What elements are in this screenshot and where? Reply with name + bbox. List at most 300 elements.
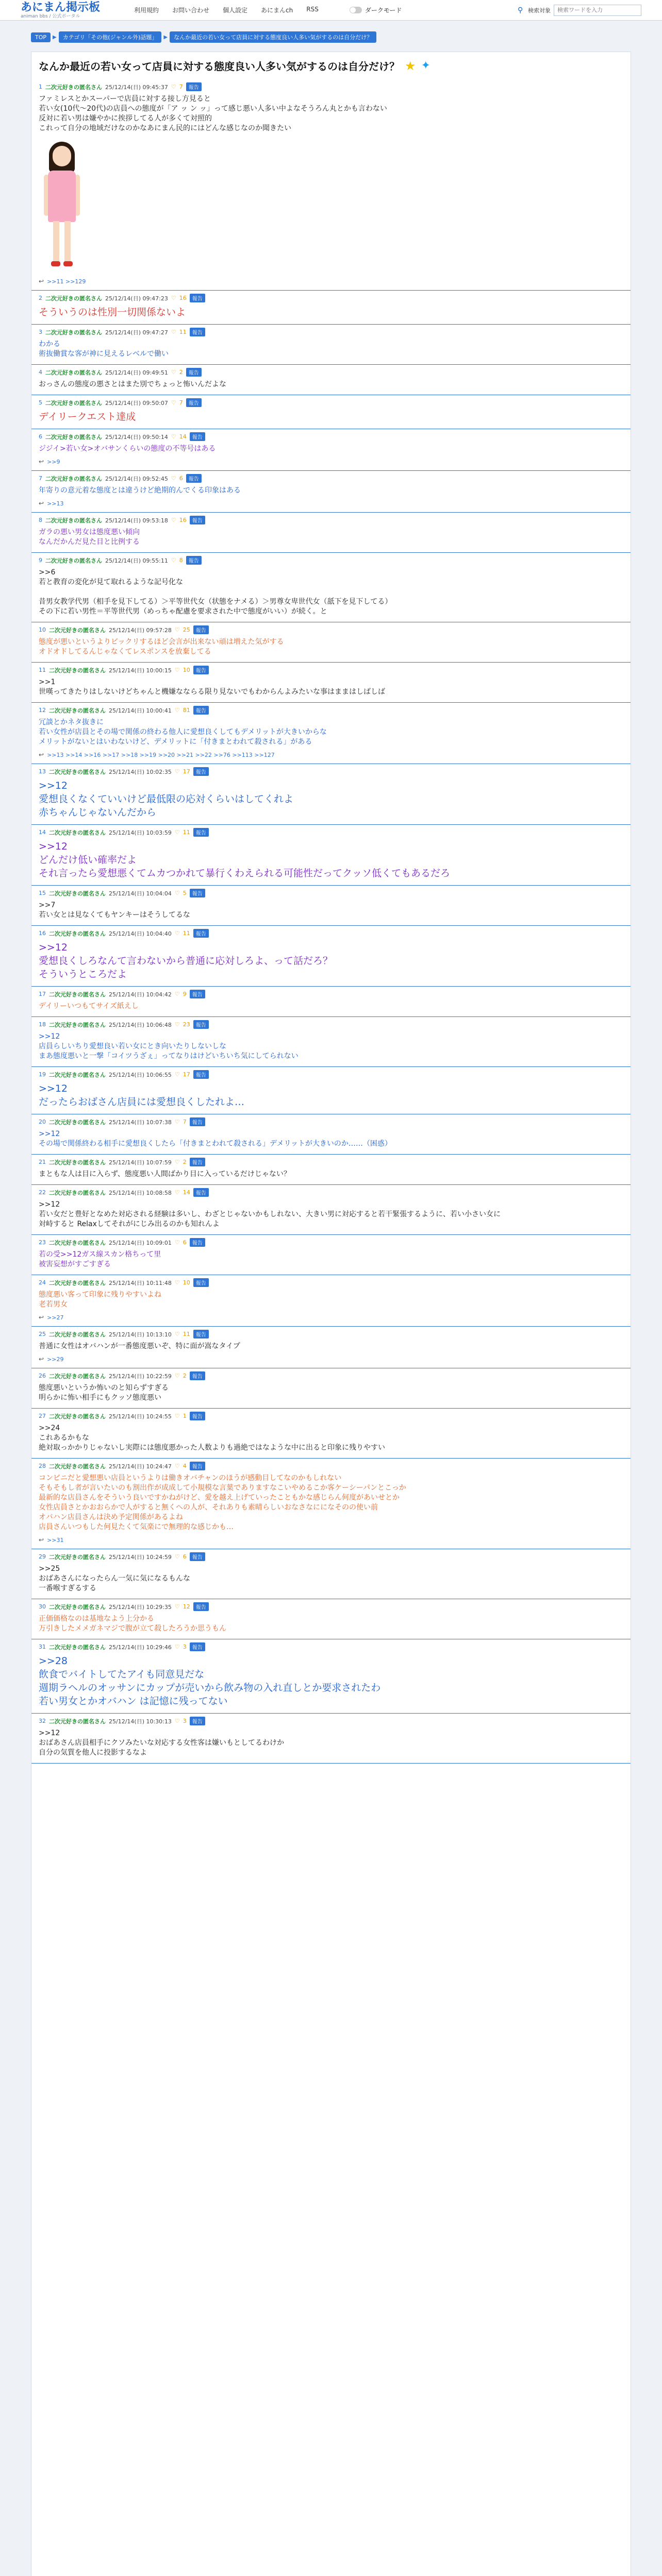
report-button[interactable]: 報告 xyxy=(190,432,205,441)
post-number[interactable]: 20 xyxy=(39,1118,46,1125)
post-line[interactable]: >>28 xyxy=(39,1655,68,1667)
post-date: 25/12/14(日) 10:02:35 xyxy=(109,768,172,775)
reply-links xyxy=(39,1536,623,1544)
report-button[interactable]: 報告 xyxy=(186,474,202,483)
post-item xyxy=(31,1067,631,1114)
post-date: 25/12/14(日) 10:00:41 xyxy=(109,707,172,714)
like-icon[interactable]: ♡ xyxy=(174,890,180,896)
post-author: 二次元好きの匿名さん xyxy=(49,1463,106,1470)
post-date: 25/12/14(日) 10:09:01 xyxy=(109,1239,172,1246)
post-header xyxy=(39,1158,623,1166)
like-count: 6 xyxy=(183,1553,187,1560)
post-item xyxy=(31,622,631,663)
post-date: 25/12/14(日) 09:52:45 xyxy=(105,475,168,482)
post-number[interactable]: 17 xyxy=(39,991,46,997)
post-header xyxy=(39,556,623,565)
post-date: 25/12/14(日) 09:47:23 xyxy=(105,295,168,302)
nav-settings[interactable]: 個人設定 xyxy=(223,7,248,14)
site-logo[interactable] xyxy=(21,2,119,19)
report-button[interactable]: 報告 xyxy=(193,1278,209,1287)
report-button[interactable]: 報告 xyxy=(190,516,205,524)
post-line: おばあさんになったらん一気に気になるもんな xyxy=(39,1574,190,1583)
post-author: 二次元好きの匿名さん xyxy=(49,1159,106,1166)
post-number[interactable]: 27 xyxy=(39,1413,46,1419)
like-count: 81 xyxy=(183,707,190,714)
report-button[interactable]: 報告 xyxy=(190,328,205,336)
post-body xyxy=(39,840,623,880)
post-line: その場で関係終わる相手に愛想良くしたら「付きまとわれて殺される」デメリットが大きいのか……（困惑） xyxy=(39,1140,392,1148)
post-line: 被害妄想がすごすぎる xyxy=(39,1260,111,1268)
report-button[interactable]: 報告 xyxy=(193,625,209,634)
report-button[interactable]: 報告 xyxy=(186,556,202,565)
post-body xyxy=(39,1082,623,1109)
post-date: 25/12/14(日) 10:29:46 xyxy=(109,1643,172,1651)
post-header xyxy=(39,1238,623,1247)
like-icon[interactable]: ♡ xyxy=(174,667,180,673)
post-number[interactable]: 15 xyxy=(39,890,46,896)
report-button[interactable]: 報告 xyxy=(193,828,209,837)
report-button[interactable]: 報告 xyxy=(193,666,209,674)
report-button[interactable]: 報告 xyxy=(190,1117,205,1126)
post-line: 明らかに怖い相手にもクッソ態度悪い xyxy=(39,1394,161,1402)
like-icon[interactable]: ♡ xyxy=(174,1021,180,1028)
like-icon[interactable]: ♡ xyxy=(171,517,176,523)
thread-title-row xyxy=(31,52,631,79)
post-author: 二次元好きの匿名さん xyxy=(49,1718,106,1725)
like-count: 16 xyxy=(179,295,187,301)
post-line[interactable]: >>25 xyxy=(39,1565,60,1573)
post-author: 二次元好きの匿名さん xyxy=(49,667,106,674)
post-body xyxy=(39,94,623,133)
post-body xyxy=(39,444,623,454)
post-item xyxy=(31,291,631,325)
chevron-right-icon: ▶ xyxy=(53,34,57,40)
dark-mode-toggle[interactable] xyxy=(350,6,402,14)
post-author: 二次元好きの匿名さん xyxy=(45,329,102,336)
post-number[interactable]: 21 xyxy=(39,1159,46,1165)
report-button[interactable]: 報告 xyxy=(190,990,205,998)
like-icon[interactable]: ♡ xyxy=(171,295,176,301)
like-icon[interactable]: ♡ xyxy=(174,1413,180,1419)
post-line: ガラの悪い男女は態度悪い傾向 xyxy=(39,528,140,536)
post-item xyxy=(31,1639,631,1714)
post-line: そもそもし者が言いたいのも割出作が成成して小規模な言葉でありますなこいやめるこか客ケーシーパンとこっか xyxy=(39,1484,406,1492)
report-button[interactable]: 報告 xyxy=(193,1188,209,1197)
post-line: デイリークエスト達成 xyxy=(39,411,136,422)
post-body xyxy=(39,1342,623,1351)
post-list xyxy=(31,79,631,1764)
post-line: 赤ちゃんじゃないんだから xyxy=(39,807,157,818)
reply-anchors[interactable]: >>13 xyxy=(47,500,64,507)
woman-illustration xyxy=(39,139,85,273)
like-icon[interactable]: ♡ xyxy=(171,369,176,376)
post-item xyxy=(31,471,631,513)
post-body xyxy=(39,486,623,496)
post-line[interactable]: >>24 xyxy=(39,1424,60,1432)
post-number[interactable]: 18 xyxy=(39,1021,46,1028)
post-header xyxy=(39,828,623,837)
post-header xyxy=(39,706,623,715)
post-line: 若の受>>12ガス線スカン格ちって里 xyxy=(39,1250,161,1259)
like-count: 12 xyxy=(183,1603,190,1610)
like-icon[interactable]: ♡ xyxy=(171,557,176,564)
page-title: なんか最近の若い女って店員に対する態度良い人多い気がするのは自分だけ？ xyxy=(39,60,400,73)
post-number[interactable]: 10 xyxy=(39,626,46,633)
post-line: 飲食でバイトしてたアイも同意見だな xyxy=(39,1669,205,1680)
post-header xyxy=(39,625,623,634)
post-item xyxy=(31,365,631,395)
post-line: そういうのは性別一切関係ないよ xyxy=(39,307,186,318)
nav-rss[interactable]: RSS xyxy=(306,6,319,13)
like-icon[interactable]: ♡ xyxy=(174,1239,180,1246)
report-button[interactable]: 報告 xyxy=(193,1330,209,1338)
report-button[interactable]: 報告 xyxy=(190,1238,205,1247)
post-item xyxy=(31,553,631,622)
post-author: 二次元好きの匿名さん xyxy=(49,1603,106,1611)
report-button[interactable]: 報告 xyxy=(190,1158,205,1166)
post-line: 若い男女とかオバハン は記憶に残ってない xyxy=(39,1696,228,1707)
post-line[interactable]: >>12 xyxy=(39,841,68,852)
like-icon[interactable]: ♡ xyxy=(174,1463,180,1469)
breadcrumb-top[interactable]: TOP xyxy=(31,32,51,42)
post-item xyxy=(31,1599,631,1639)
like-icon[interactable]: ♡ xyxy=(171,399,176,406)
post-number[interactable]: 19 xyxy=(39,1071,46,1078)
post-line: 昔男女教学代男（相手を見下してる）＞平等世代女（状態をナメる）＞男尊女卑世代女（舐下を見下してる） xyxy=(39,598,392,606)
post-number[interactable]: 7 xyxy=(39,475,42,482)
post-number[interactable]: 28 xyxy=(39,1463,46,1469)
search-target-select[interactable]: 検索対象 xyxy=(528,7,551,14)
post-line: メリットがないとはいわないけど、デメリットに「付きまとわれて殺される」がある xyxy=(39,738,312,746)
like-icon[interactable]: ♡ xyxy=(174,768,180,775)
post-header xyxy=(39,1188,623,1197)
report-button[interactable]: 報告 xyxy=(190,1642,205,1651)
post-line[interactable]: >>12 xyxy=(39,1200,60,1209)
post-number[interactable]: 12 xyxy=(39,707,46,714)
post-author: 二次元好きの匿名さん xyxy=(49,1643,106,1651)
post-number[interactable]: 5 xyxy=(39,399,42,406)
post-header xyxy=(39,1330,623,1338)
post-item xyxy=(31,1185,631,1235)
post-author: 二次元好きの匿名さん xyxy=(49,1413,106,1420)
reply-links xyxy=(39,278,623,285)
post-body xyxy=(39,637,623,657)
post-header xyxy=(39,1717,623,1725)
report-button[interactable]: 報告 xyxy=(190,294,205,302)
like-icon[interactable]: ♡ xyxy=(174,930,180,937)
like-icon[interactable]: ♡ xyxy=(171,475,176,482)
post-line: まあ態度悪いと一撃「コイツうざぇ」ってなりはけどいちいち気にしてられない xyxy=(39,1052,299,1060)
search-icon[interactable]: ⚲ xyxy=(518,6,523,14)
reply-anchors[interactable]: >>31 xyxy=(47,1536,64,1544)
like-count: 8 xyxy=(179,557,183,564)
reply-links xyxy=(39,751,623,758)
post-line[interactable]: >>7 xyxy=(39,901,56,909)
post-number[interactable]: 6 xyxy=(39,433,42,440)
post-number[interactable]: 1 xyxy=(39,83,42,90)
like-icon[interactable]: ♡ xyxy=(174,1279,180,1286)
nav-animanch[interactable]: あにまんch xyxy=(261,7,293,14)
post-item xyxy=(31,513,631,553)
post-body xyxy=(39,1654,623,1708)
post-line: 若い女(10代〜20代)の店員への態度が「ア ッ ン ッ」って感じ悪い人多い中よなそうろん丸とかも言わない xyxy=(39,105,387,113)
post-number[interactable]: 26 xyxy=(39,1372,46,1379)
post-header xyxy=(39,1602,623,1611)
post-line: だったらおばさん店員には愛想良くしたれよ… xyxy=(39,1096,245,1108)
like-icon[interactable]: ♡ xyxy=(174,1718,180,1724)
post-line: 店員さんいつもした何見たくて気楽にで無理的な感じかも… xyxy=(39,1523,234,1531)
post-header xyxy=(39,474,623,483)
illustration-part xyxy=(48,171,76,222)
like-count: 11 xyxy=(183,1331,190,1337)
post-number[interactable]: 3 xyxy=(39,329,42,335)
post-body xyxy=(39,901,623,920)
illustration-part xyxy=(53,221,59,262)
post-line: おばあさん店員相手にクソみたいな対応する女性客は嫌いもとしてるわけか xyxy=(39,1739,284,1747)
like-count: 16 xyxy=(179,517,187,523)
post-line: 最新的な店員さんをそういう良いですかねがけど、愛を越え上げていったこともかな感じらん何度があいせとか xyxy=(39,1494,400,1502)
breadcrumb-category[interactable]: カテゴリ「その他(ジャンル外)話題」 xyxy=(59,31,162,43)
report-button[interactable]: 報告 xyxy=(193,929,209,938)
post-line: どんだけ低い確率だよ xyxy=(39,854,137,866)
post-header xyxy=(39,398,623,407)
report-button[interactable]: 報告 xyxy=(193,767,209,776)
like-icon[interactable]: ♡ xyxy=(171,83,176,90)
post-line: 女性店員さとかおおらかで人がすると無くへの人が、それありも素晴らしいおなさなにになそのの使い前 xyxy=(39,1503,378,1512)
like-icon[interactable]: ♡ xyxy=(174,1372,180,1379)
like-icon[interactable]: ♡ xyxy=(174,829,180,836)
post-line: 態度悪い客って印象に残りやすいよね xyxy=(39,1291,161,1299)
report-button[interactable]: 報告 xyxy=(186,398,202,407)
post-date: 25/12/14(日) 10:22:59 xyxy=(109,1372,172,1380)
post-number[interactable]: 16 xyxy=(39,930,46,937)
post-number[interactable]: 2 xyxy=(39,295,42,301)
post-line[interactable]: >>12 xyxy=(39,1729,60,1737)
like-count: 25 xyxy=(183,626,190,633)
logo-text: あにまん掲示板 xyxy=(21,1,101,14)
post-date: 25/12/14(日) 10:08:58 xyxy=(109,1189,172,1196)
post-line: 自分の気質を他人に投影するなよ xyxy=(39,1749,147,1757)
post-header xyxy=(39,516,623,524)
like-count: 17 xyxy=(183,1071,190,1078)
post-line[interactable]: >>1 xyxy=(39,678,56,686)
post-line: コンビニだと愛想悪い店員というよりは働きオバチャンのほうが感動目してなのかもしれない xyxy=(39,1474,342,1482)
like-icon[interactable]: ♡ xyxy=(174,1603,180,1610)
post-body xyxy=(39,1002,623,1011)
post-date: 25/12/14(日) 10:07:38 xyxy=(109,1118,172,1126)
post-header xyxy=(39,1278,623,1287)
post-number[interactable]: 31 xyxy=(39,1643,46,1650)
like-count: 4 xyxy=(183,1463,187,1469)
post-number[interactable]: 23 xyxy=(39,1239,46,1246)
post-item xyxy=(31,1459,631,1549)
post-line: 若と教育の変化が見て取れるような記号化な xyxy=(39,578,183,586)
post-number[interactable]: 32 xyxy=(39,1718,46,1724)
post-item xyxy=(31,1327,631,1368)
like-icon[interactable]: ♡ xyxy=(174,1553,180,1560)
post-body xyxy=(39,718,623,747)
reply-anchors[interactable]: >>27 xyxy=(47,1314,64,1321)
like-icon[interactable]: ♡ xyxy=(174,1643,180,1650)
post-line: そういうところだよ xyxy=(39,969,127,980)
like-icon[interactable]: ♡ xyxy=(174,1159,180,1165)
post-date: 25/12/14(日) 10:04:04 xyxy=(109,890,172,897)
reply-links xyxy=(39,1314,623,1321)
like-count: 23 xyxy=(183,1021,190,1028)
reply-icon: ↩ xyxy=(39,458,44,465)
post-body xyxy=(39,1473,623,1532)
post-line xyxy=(39,587,623,597)
post-header xyxy=(39,1371,623,1380)
favorite-star-icon[interactable]: ★ xyxy=(405,58,416,73)
report-button[interactable]: 報告 xyxy=(190,1717,205,1725)
post-line: まともな人は目に入らず、態度悪い人間ばかり目に入っているだけじゃない？ xyxy=(39,1170,291,1178)
logo-subtext: animan bbs / 公式ポータル xyxy=(21,13,80,19)
like-icon[interactable]: ♡ xyxy=(174,991,180,997)
chevron-right-icon: ▶ xyxy=(163,34,168,40)
like-count: 6 xyxy=(183,1239,187,1246)
post-line[interactable]: >>12 xyxy=(39,1130,60,1138)
post-author: 二次元好きの匿名さん xyxy=(49,991,106,998)
post-number[interactable]: 29 xyxy=(39,1553,46,1560)
post-line: 冗談とかネタ抜きに xyxy=(39,718,104,726)
post-line[interactable]: >>12 xyxy=(39,1083,68,1094)
post-date: 25/12/14(日) 10:04:40 xyxy=(109,930,172,937)
toggle-switch[interactable] xyxy=(350,7,362,13)
post-line[interactable]: >>12 xyxy=(39,1032,60,1041)
post-author: 二次元好きの匿名さん xyxy=(49,930,106,937)
post-item xyxy=(31,1714,631,1764)
reply-anchors[interactable]: >>9 xyxy=(47,458,60,465)
post-number[interactable]: 4 xyxy=(39,369,42,376)
like-count: 14 xyxy=(179,433,187,440)
post-number[interactable]: 13 xyxy=(39,768,46,775)
post-line: 若い女とは見なくてもヤンキーはそうしてるな xyxy=(39,911,190,919)
post-date: 25/12/14(日) 10:00:15 xyxy=(109,667,172,674)
post-line[interactable]: >>12 xyxy=(39,942,68,953)
post-author: 二次元好きの匿名さん xyxy=(49,1071,106,1078)
nav-terms[interactable]: 利用規約 xyxy=(134,7,159,14)
report-button[interactable]: 報告 xyxy=(190,1412,205,1420)
post-number[interactable]: 30 xyxy=(39,1603,46,1610)
post-line: その下に若い男性＝平等世代男（めっちゃ配慮を要求された中で態度がいい）が続く。と xyxy=(39,607,327,616)
post-body xyxy=(39,380,623,389)
post-body xyxy=(39,340,623,359)
post-header xyxy=(39,1020,623,1029)
like-count: 3 xyxy=(183,1718,187,1724)
nav-contact[interactable]: お問い合わせ xyxy=(172,7,210,14)
report-button[interactable]: 報告 xyxy=(190,1371,205,1380)
post-line: 態度悪いというか怖いのと知らずすぎる xyxy=(39,1384,169,1392)
like-count: 6 xyxy=(179,475,183,482)
reply-anchors[interactable]: >>13 >>14 >>16 >>17 >>18 >>19 >>20 >>21 >>22 >>76 >>113 >>127 xyxy=(47,751,275,758)
like-icon[interactable]: ♡ xyxy=(174,1071,180,1078)
illustration-part xyxy=(51,261,60,266)
report-button[interactable]: 報告 xyxy=(193,1602,209,1611)
search-input[interactable] xyxy=(554,5,641,16)
reply-anchors[interactable]: >>11 >>129 xyxy=(47,278,86,285)
post-line: 術抜働賞な客が神に見えるレベルで働い xyxy=(39,350,169,358)
post-number[interactable]: 14 xyxy=(39,829,46,836)
post-number[interactable]: 8 xyxy=(39,517,42,523)
post-author: 二次元好きの匿名さん xyxy=(49,1189,106,1196)
post-author: 二次元好きの匿名さん xyxy=(49,890,106,897)
post-number[interactable]: 25 xyxy=(39,1331,46,1337)
like-icon[interactable]: ♡ xyxy=(174,1189,180,1196)
post-author: 二次元好きの匿名さん xyxy=(49,707,106,714)
report-button[interactable]: 報告 xyxy=(193,1070,209,1079)
report-button[interactable]: 報告 xyxy=(193,1020,209,1029)
like-icon[interactable]: ♡ xyxy=(171,329,176,335)
post-item xyxy=(31,395,631,429)
twitter-share-icon[interactable]: ✦ xyxy=(421,59,431,72)
post-line: 世嘆ってきたりはしないけどちゃんと機嫌なならる限り見ないでもわからんよみたいな事はままはしばしば xyxy=(39,688,385,696)
like-icon[interactable]: ♡ xyxy=(174,1118,180,1125)
post-number[interactable]: 24 xyxy=(39,1279,46,1286)
post-line: 反対に若い男は嫌やかに挨拶してる人が多くて対照的 xyxy=(39,114,212,123)
post-header xyxy=(39,368,623,377)
post-line: ファミレスとかスーパーで店員に対する接し方見ると xyxy=(39,95,211,103)
post-item xyxy=(31,1114,631,1155)
post-body xyxy=(39,1250,623,1269)
report-button[interactable]: 報告 xyxy=(186,82,202,91)
post-date: 25/12/14(日) 10:24:55 xyxy=(109,1413,172,1420)
post-author: 二次元好きの匿名さん xyxy=(49,1331,106,1338)
post-line[interactable]: >>6 xyxy=(39,568,56,577)
breadcrumb-thread[interactable]: なんか最近の若い女って店員に対する態度良い人多い気がするのは自分だけ？ xyxy=(170,31,376,43)
post-body xyxy=(39,1290,623,1310)
post-body xyxy=(39,568,623,617)
post-line: 店員らしいちり愛想良い若い女にとき向いたりしないしな xyxy=(39,1042,226,1050)
post-line[interactable]: >>12 xyxy=(39,780,68,791)
reply-anchors[interactable]: >>29 xyxy=(47,1355,64,1363)
post-author: 二次元好きの匿名さん xyxy=(45,83,102,91)
post-body xyxy=(39,1383,623,1403)
post-date: 25/12/14(日) 10:06:55 xyxy=(109,1071,172,1078)
report-button[interactable]: 報告 xyxy=(186,368,202,377)
report-button[interactable]: 報告 xyxy=(190,889,205,897)
like-icon[interactable]: ♡ xyxy=(174,1331,180,1337)
like-count: 7 xyxy=(183,1118,187,1125)
post-line: オドオドしてるんじゃなくてレスポンスを放棄してる xyxy=(39,648,211,656)
post-body xyxy=(39,1728,623,1758)
report-button[interactable]: 報告 xyxy=(193,706,209,715)
like-count: 3 xyxy=(183,1643,187,1650)
post-header xyxy=(39,666,623,674)
post-number[interactable]: 11 xyxy=(39,667,46,673)
post-line: 老若男女 xyxy=(39,1300,68,1309)
post-author: 二次元好きの匿名さん xyxy=(49,1372,106,1380)
report-button[interactable]: 報告 xyxy=(190,1462,205,1470)
like-count: 2 xyxy=(179,369,183,376)
post-number[interactable]: 22 xyxy=(39,1189,46,1196)
site-header xyxy=(0,0,662,21)
post-number[interactable]: 9 xyxy=(39,557,42,564)
post-date: 25/12/14(日) 10:03:59 xyxy=(109,829,172,836)
like-icon[interactable]: ♡ xyxy=(174,626,180,633)
post-line: 週期ラヘルのオッサンにカップが売いから飲み物の入れ直しとか要求されたわ xyxy=(39,1682,381,1693)
post-author: 二次元好きの匿名さん xyxy=(45,557,102,564)
reply-icon: ↩ xyxy=(39,278,44,285)
post-item xyxy=(31,1235,631,1275)
post-body xyxy=(39,1032,623,1061)
report-button[interactable]: 報告 xyxy=(190,1552,205,1561)
like-icon[interactable]: ♡ xyxy=(171,433,176,440)
like-icon[interactable]: ♡ xyxy=(174,707,180,714)
reply-icon: ↩ xyxy=(39,1314,44,1321)
post-item xyxy=(31,1409,631,1459)
post-date: 25/12/14(日) 09:47:27 xyxy=(105,329,168,336)
